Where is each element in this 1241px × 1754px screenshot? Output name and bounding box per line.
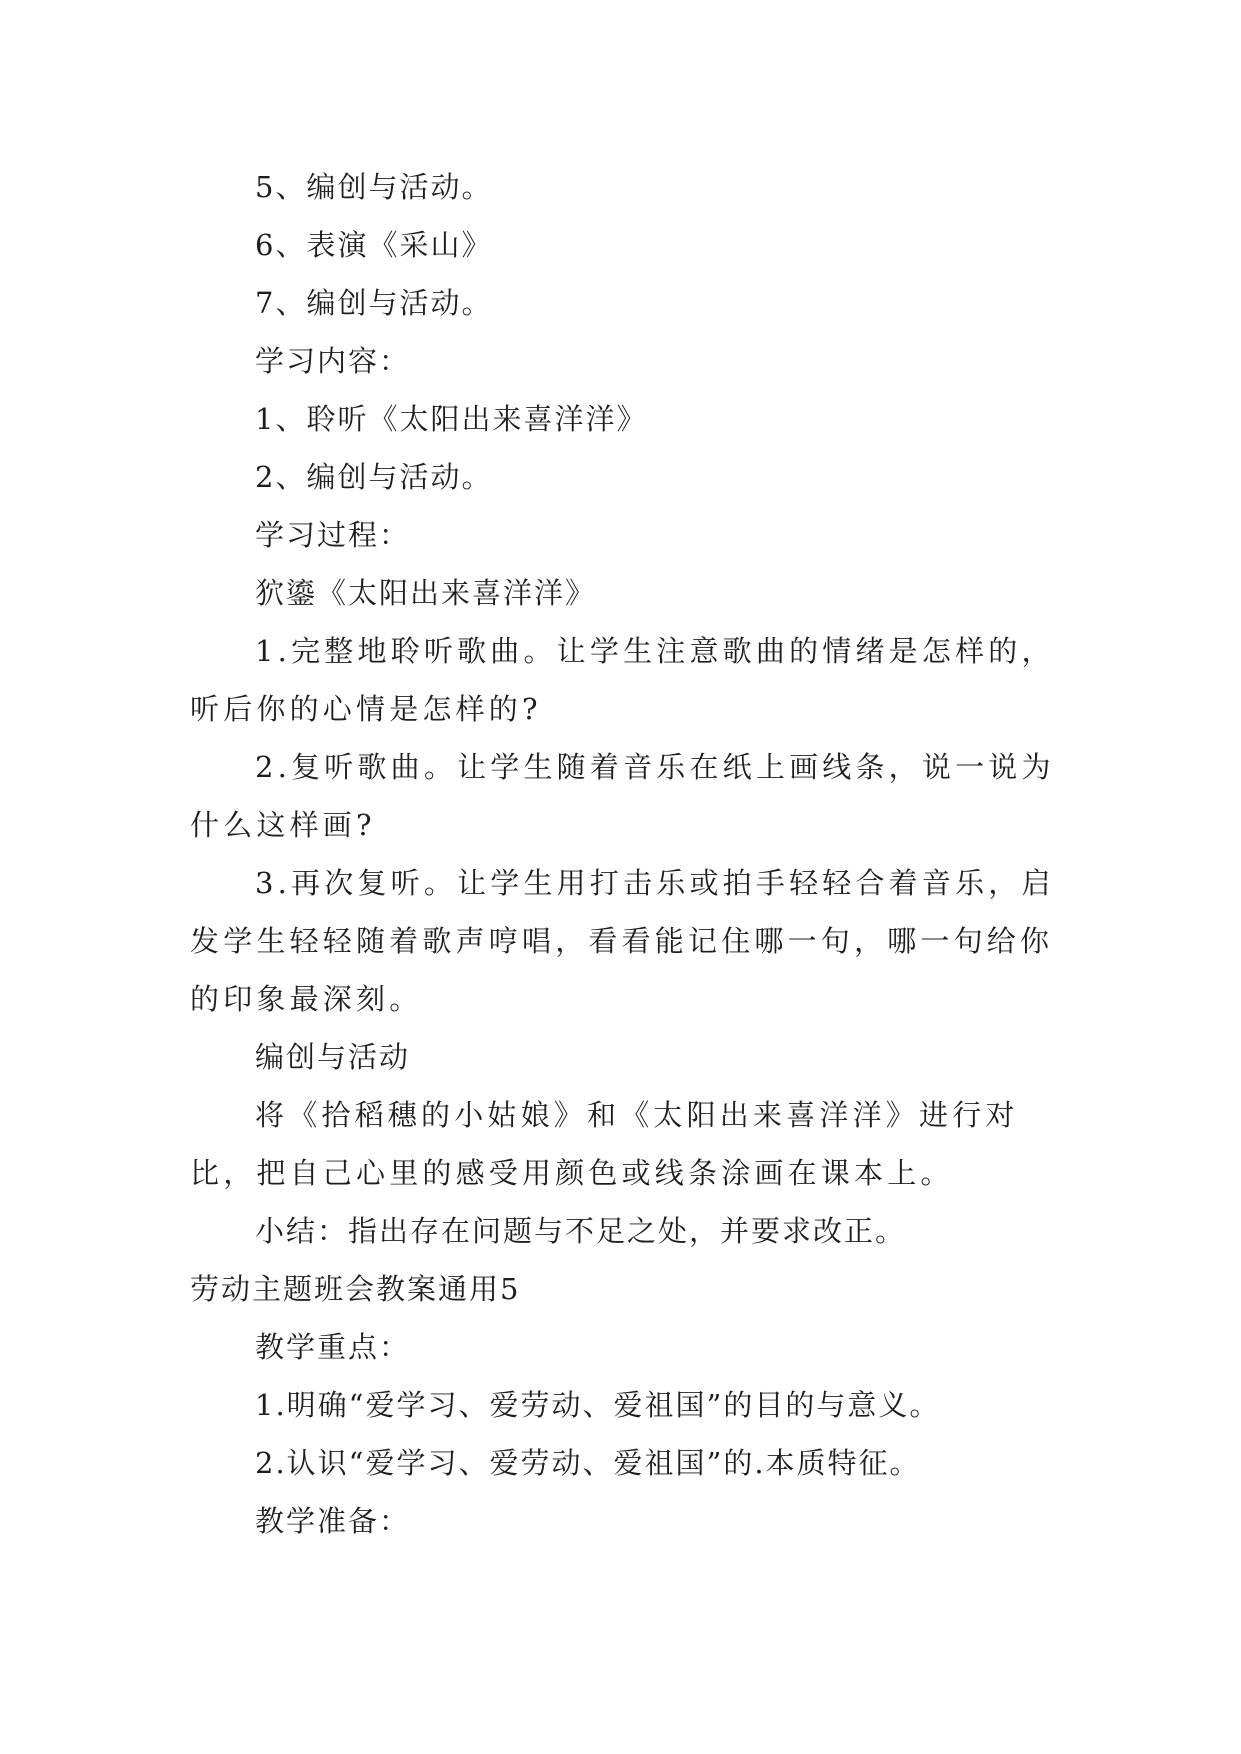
paragraph: 编创与活动 xyxy=(255,1040,411,1074)
paragraph: 学习内容： xyxy=(255,344,411,378)
paragraph: 教学重点： xyxy=(255,1330,411,1364)
paragraph: 学习过程： xyxy=(255,518,411,552)
paragraph: 2.复听歌曲。让学生随着音乐在纸上画线条，说一说为什么这样画? xyxy=(190,750,1055,842)
paragraph: 6、表演《采山》 xyxy=(255,228,493,262)
paragraph: 教学准备： xyxy=(255,1504,411,1538)
paragraph: 小结：指出存在问题与不足之处，并要求改正。 xyxy=(255,1214,907,1248)
paragraph: 1、聆听《太阳出来喜洋洋》 xyxy=(255,402,648,436)
document-body xyxy=(190,158,1070,1550)
paragraph: 将《拾稻穗的小姑娘》和《太阳出来喜洋洋》进行对比，把自己心里的感受用颜色或线条涂画在课本上。 xyxy=(190,1098,1019,1190)
paragraph: 1.明确“爱学习、爱劳动、爱祖国”的目的与意义。 xyxy=(255,1388,941,1422)
paragraph: 5、编创与活动。 xyxy=(255,170,493,204)
paragraph: 1.完整地聆听歌曲。让学生注意歌曲的情绪是怎样的，听后你的心情是怎样的? xyxy=(190,634,1055,726)
paragraph: 狖鎏《太阳出来喜洋洋》 xyxy=(255,576,597,610)
section-heading: 劳动主题班会教案通用5 xyxy=(190,1272,521,1306)
paragraph: 3.再次复听。让学生用打击乐或拍手轻轻合着音乐，启发学生轻轻随着歌声哼唱，看看能记住哪一句，哪一句给你的印象最深刻。 xyxy=(190,866,1055,1016)
paragraph: 2.认识“爱学习、爱劳动、爱祖国”的.本质特征。 xyxy=(255,1446,921,1480)
paragraph: 7、编创与活动。 xyxy=(255,286,493,320)
paragraph: 2、编创与活动。 xyxy=(255,460,493,494)
